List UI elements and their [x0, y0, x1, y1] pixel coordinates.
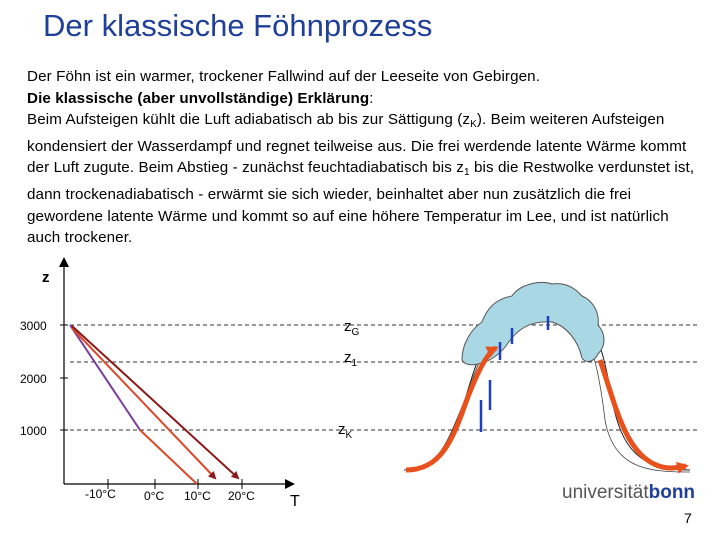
t-tick-label-0: 0°C [144, 489, 165, 503]
foehn-wall-cloud [462, 283, 604, 365]
t-tick-label-20: 20°C [228, 489, 255, 503]
t-tick-label-minus10: -10°C [85, 487, 116, 501]
explanation-heading-colon: : [369, 89, 374, 107]
t-tick-label-10: 10°C [184, 489, 211, 503]
page-title: Der klassische Föhnprozess [43, 8, 433, 43]
subscript-k: K [470, 119, 477, 131]
explanation-part-a: Beim Aufsteigen kühlt die Luft adiabatisch ab bis zur Sättigung (z [27, 111, 471, 129]
page-number: 7 [684, 510, 692, 526]
z-tick-label-2000: 2000 [20, 372, 47, 386]
dry-descent-from-top-line [72, 328, 215, 478]
explanation-heading-bold: Die klassische (aber unvollständige) Erklärung [27, 89, 370, 107]
explanation-part-c: bis die Restwolke verdunstet ist, dann trockenadiabatisch - erwärmt sie sich wieder, beinhaltet aber nun zusätzlich die frei gewordene latente Wärme und kommt so auf eine höhere Temperatur im Lee, und ist natürlich auch trockener. [27, 159, 695, 247]
dry-ascent-line [140, 430, 197, 484]
university-logo [562, 482, 695, 504]
z-axis-label: z [42, 269, 50, 286]
t-axis-label: T [290, 493, 300, 510]
descent-line-with-latent-heat [72, 326, 238, 478]
explanation-part-b: ). Beim weiteren Aufsteigen kondensiert der Wasserdampf und regnet teilweise aus. Die frei werdende latente Wärme kommt der Luft zugute. Beim Abstieg - zunächst feuchtadiabatisch bis z [27, 111, 687, 177]
logo-part-universitaet: universität [562, 482, 649, 503]
ascending-airflow-arrow [406, 348, 496, 470]
z-tick-label-3000: 3000 [20, 319, 47, 333]
level-label-zG: $z_G$ [344, 318, 360, 338]
level-label-z1: $z_1$ [344, 349, 358, 369]
intro-sentence: Der Föhn ist ein warmer, trockener Fallwind auf der Leeseite von Gebirgen. [27, 68, 541, 85]
z-tick-label-1000: 1000 [20, 424, 47, 438]
level-label-zK: $z_K$ [338, 421, 353, 441]
logo-part-bonn: bonn [648, 482, 696, 503]
descending-foehn-arrow [600, 360, 686, 468]
subscript-1: 1 [463, 167, 470, 179]
